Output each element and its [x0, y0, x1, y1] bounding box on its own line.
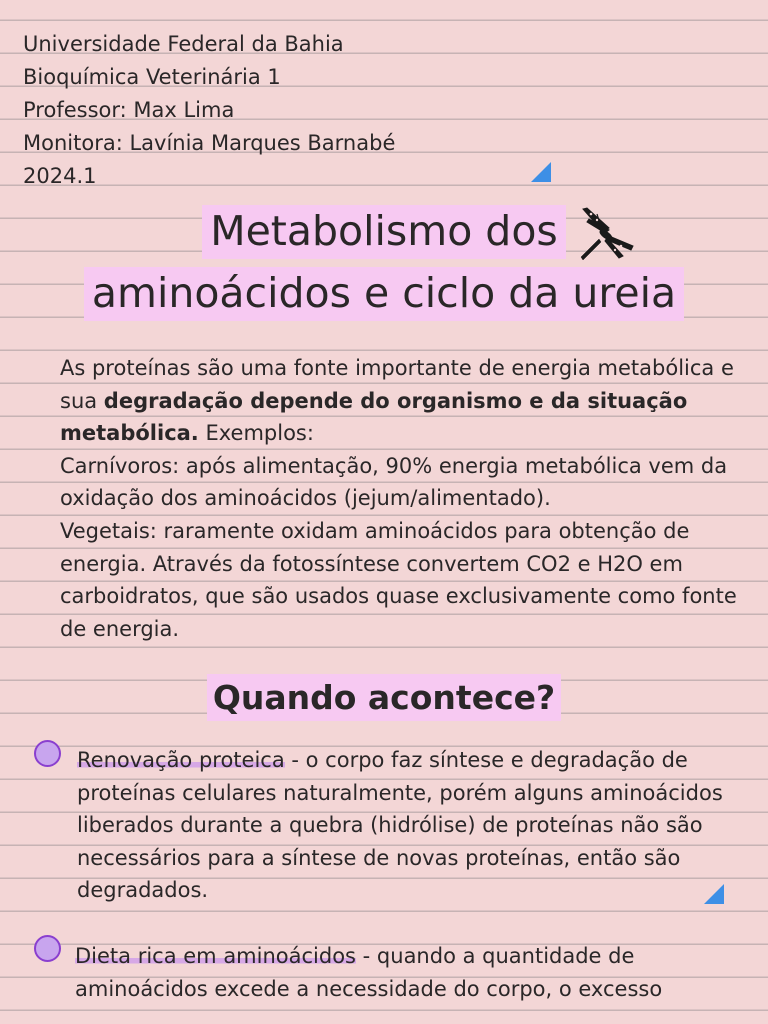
bullet-circle-icon [34, 935, 61, 962]
semester-line: 2024.1 [23, 164, 97, 188]
course-line: Bioquímica Veterinária 1 [23, 65, 281, 89]
carnivores-text: Carnívoros: após alimentação, 90% energia metabólica vem da oxidação dos aminoácidos (jejum/alimentado). [60, 453, 728, 511]
intro-end: Exemplos: [198, 421, 314, 446]
university-line: Universidade Federal da Bahia [23, 32, 344, 56]
moth-sticker-icon [577, 206, 637, 264]
bullet-item [75, 940, 735, 1005]
bullet-description: - o corpo faz síntese e degradação de proteínas celulares naturalmente, porém alguns aminoácidos liberados durante a quebra (hidrólise) de proteínas não são necessários para a síntese de novas proteínas, então são degradados. [77, 748, 723, 903]
corner-marker-icon [531, 162, 551, 182]
professor-line: Professor: Max Lima [23, 98, 235, 122]
monitor-line: Monitora: Lavínia Marques Barnabé [23, 131, 396, 155]
bullet-circle-icon [34, 740, 61, 767]
bullet-item [77, 744, 737, 907]
section-heading-text: Quando acontece? [207, 674, 561, 721]
title-line-1: Metabolismo dos [202, 205, 566, 259]
course-header [23, 28, 395, 193]
section-heading [0, 670, 768, 726]
bullet-term: Renovação proteica [77, 748, 285, 772]
corner-marker-icon [704, 884, 724, 904]
intro-text [60, 352, 740, 450]
intro-paragraph [60, 352, 740, 645]
bullet-term: Dieta rica em aminoácidos [75, 944, 356, 968]
plants-text: Vegetais: raramente oxidam aminoácidos para obtenção de energia. Através da fotossíntese convertem CO2 e H2O em carboidratos, que são usados quase exclusivamente como fonte de energia. [60, 518, 737, 641]
bullet-description: - quando a quantidade de aminoácidos excede a necessidade do corpo, o excesso [75, 944, 663, 1001]
intro-start: As proteínas são uma fonte importante de energia metabólica e sua [60, 356, 734, 413]
page-title [0, 200, 768, 324]
title-line-2: aminoácidos e ciclo da ureia [84, 267, 684, 321]
intro-bold: degradação depende do organismo e da situação metabólica. [60, 388, 688, 446]
